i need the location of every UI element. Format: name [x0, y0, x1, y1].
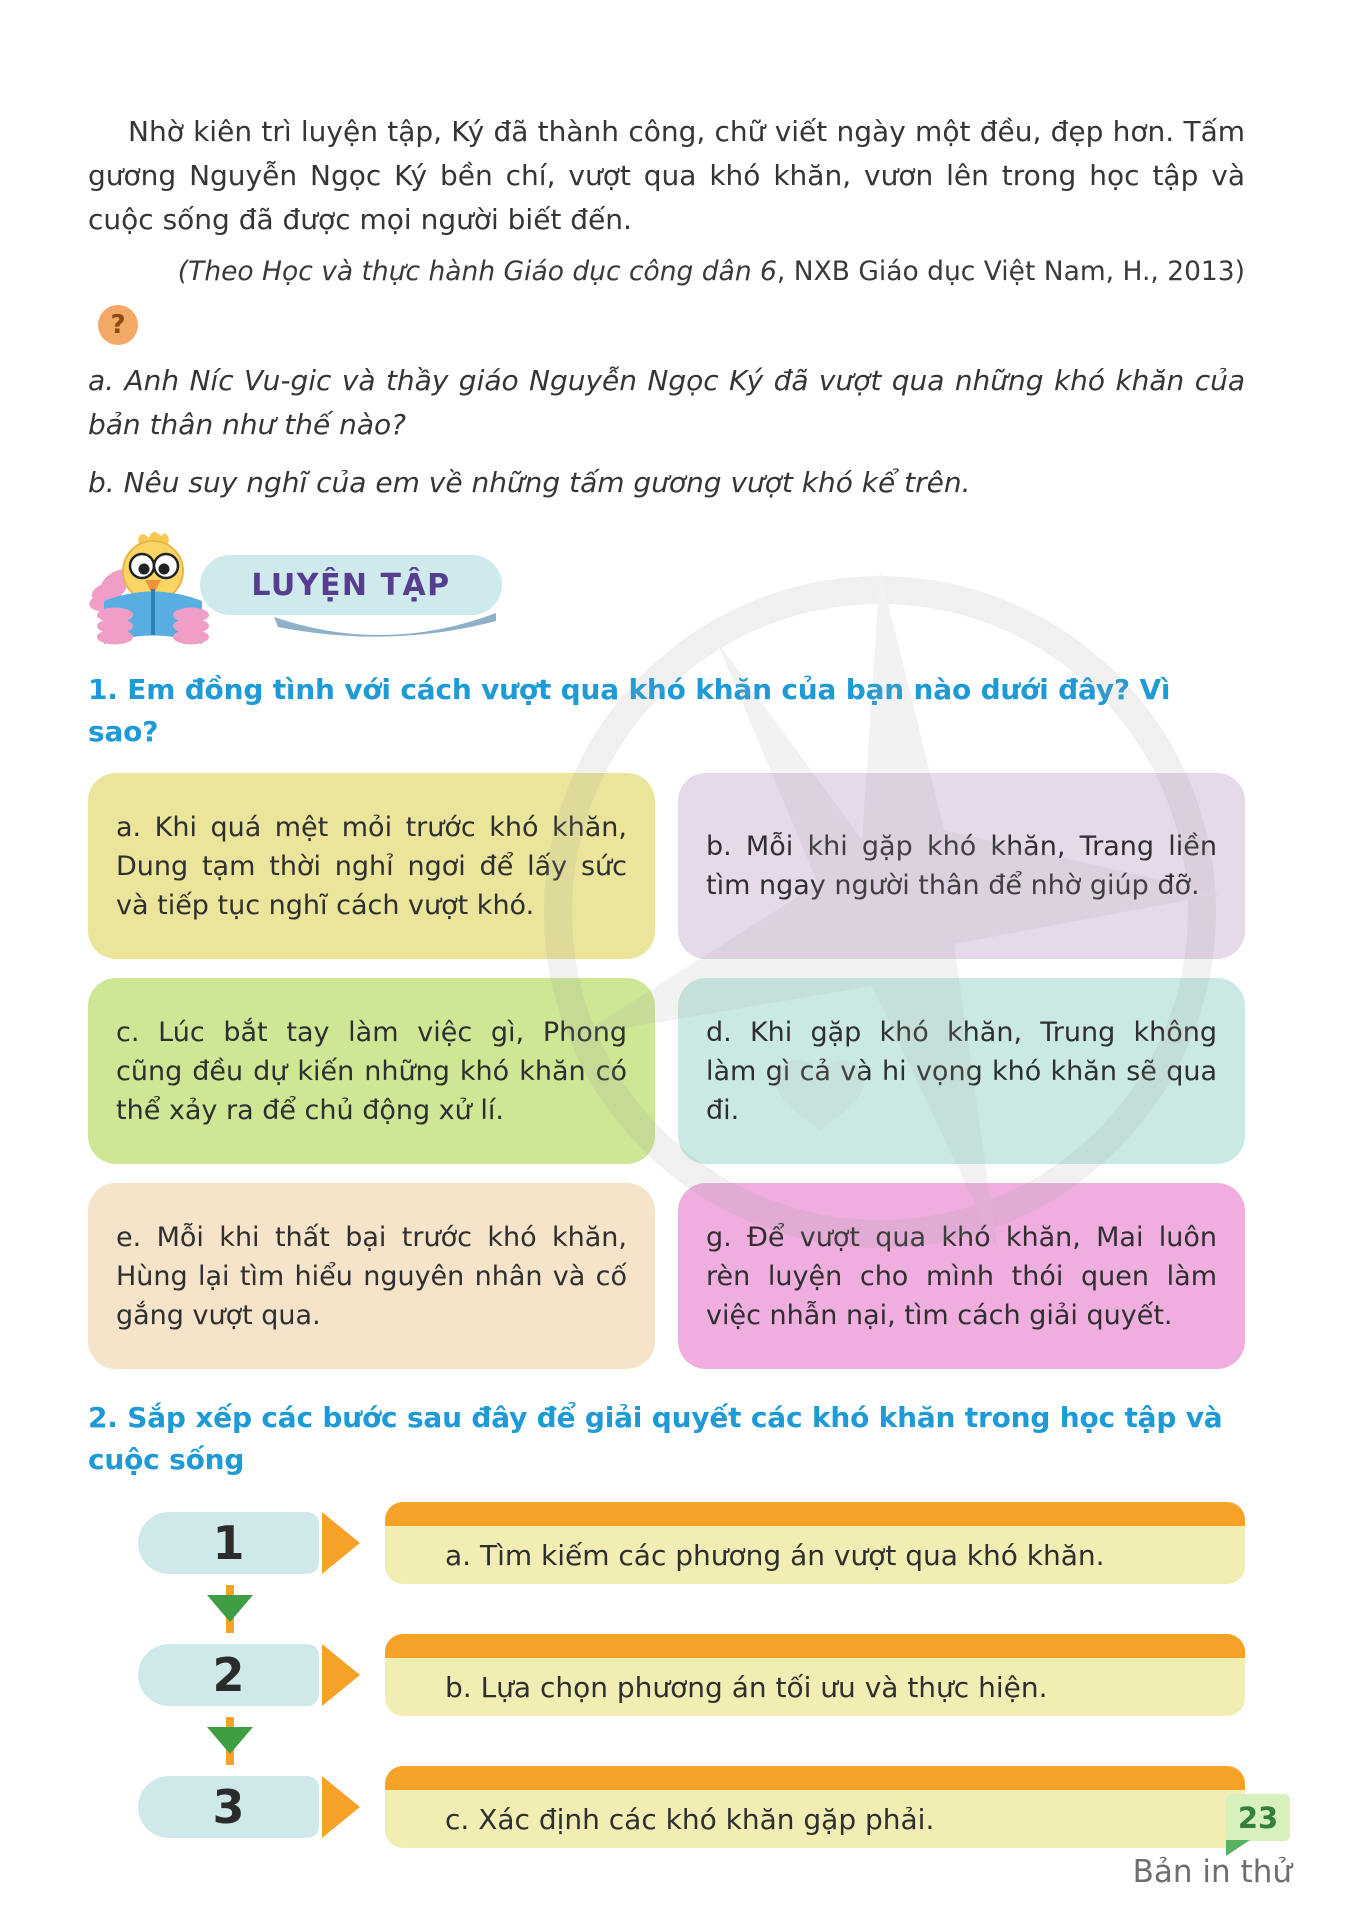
step-number-3: 3 — [138, 1776, 319, 1838]
step-bar-1 — [385, 1502, 1245, 1584]
option-box-a — [88, 773, 655, 959]
exercise2-steps — [88, 1501, 1245, 1849]
practice-section-banner — [88, 527, 1245, 653]
step-arrow-right-icon — [322, 1644, 360, 1706]
question-b: b. Nêu suy nghĩ của em về những tấm gương vượt khó kể trên. — [88, 466, 971, 499]
citation — [88, 256, 1245, 287]
step-badge-1 — [88, 1512, 360, 1574]
bird-mascot-icon — [86, 527, 221, 655]
step-connector-1 — [88, 1585, 1245, 1633]
exercise2-title: 2. Sắp xếp các bước sau đây để giải quyết các khó khăn trong học tập và cuộc sống — [88, 1401, 1223, 1476]
option-a-text: a. Khi quá mệt mỏi trước khó khăn, Dung tạm thời nghỉ ngơi để lấy sức và tiếp tục nghĩ cách vượt khó. — [116, 811, 627, 921]
step-arrow-right-icon — [322, 1512, 360, 1574]
step-connector-2 — [88, 1717, 1245, 1765]
step-row-1 — [88, 1501, 1245, 1585]
exercise1-title: 1. Em đồng tình với cách vượt qua khó khăn của bạn nào dưới đây? Vì sao? — [88, 673, 1171, 748]
step-row-3 — [88, 1765, 1245, 1849]
option-box-c — [88, 978, 655, 1164]
step-bar-2-label: b. Lựa chọn phương án tối ưu và thực hiện. — [445, 1670, 1048, 1704]
step-bar-3 — [385, 1766, 1245, 1848]
option-box-e — [88, 1183, 655, 1369]
step-bar-3-label: c. Xác định các khó khăn gặp phải. — [445, 1802, 935, 1836]
intro-paragraph: Nhờ kiên trì luyện tập, Ký đã thành công, chữ viết ngày một đều, đẹp hơn. Tấm gương Nguyễn Ngọc Ký bền chí, vượt qua khó khăn, vươn lên trong học tập và cuộc sống đã được mọi người biết đến. — [88, 115, 1245, 236]
arrow-down-icon — [207, 1595, 253, 1622]
step-number-1: 1 — [138, 1512, 319, 1574]
step-arrow-right-icon — [322, 1776, 360, 1838]
step-badge-2 — [88, 1644, 360, 1706]
arrow-down-icon — [207, 1727, 253, 1754]
step-row-2 — [88, 1633, 1245, 1717]
option-g-text: g. Để vượt qua khó khăn, Mai luôn rèn luyện cho mình thói quen làm việc nhẫn nại, tìm cách giải quyết. — [706, 1221, 1217, 1331]
citation-source: (Theo Học và thực hành Giáo dục công dân 6 — [177, 256, 777, 287]
option-box-d — [678, 978, 1245, 1164]
option-c-text: c. Lúc bắt tay làm việc gì, Phong cũng đều dự kiến những khó khăn có thể xảy ra để chủ động xử lí. — [116, 1016, 627, 1126]
section-banner-label: LUYỆN TẬP — [200, 555, 502, 615]
page-number-tab: 23 — [1226, 1794, 1290, 1841]
step-badge-3 — [88, 1776, 360, 1838]
citation-publisher: , NXB Giáo dục Việt Nam, H., 2013) — [776, 256, 1245, 287]
question-a: a. Anh Níc Vu-gic và thầy giáo Nguyễn Ngọc Ký đã vượt qua những khó khăn của bản thân như thế nào? — [88, 364, 1245, 441]
option-box-g — [678, 1183, 1245, 1369]
step-bar-2 — [385, 1634, 1245, 1716]
option-box-b — [678, 773, 1245, 959]
question-mark-icon: ? — [98, 305, 138, 345]
banner-swoosh-decoration — [270, 613, 500, 647]
step-bar-1-label: a. Tìm kiếm các phương án vượt qua khó khăn. — [445, 1538, 1105, 1572]
option-d-text: d. Khi gặp khó khăn, Trung không làm gì cả và hi vọng khó khăn sẽ qua đi. — [706, 1016, 1217, 1126]
print-draft-label: Bản in thử — [1132, 1854, 1292, 1890]
step-number-2: 2 — [138, 1644, 319, 1706]
option-e-text: e. Mỗi khi thất bại trước khó khăn, Hùng lại tìm hiểu nguyên nhân và cố gắng vượt qua. — [116, 1221, 627, 1331]
option-b-text: b. Mỗi khi gặp khó khăn, Trang liền tìm ngay người thân để nhờ giúp đỡ. — [706, 831, 1217, 901]
exercise1-options-grid — [88, 773, 1245, 1369]
